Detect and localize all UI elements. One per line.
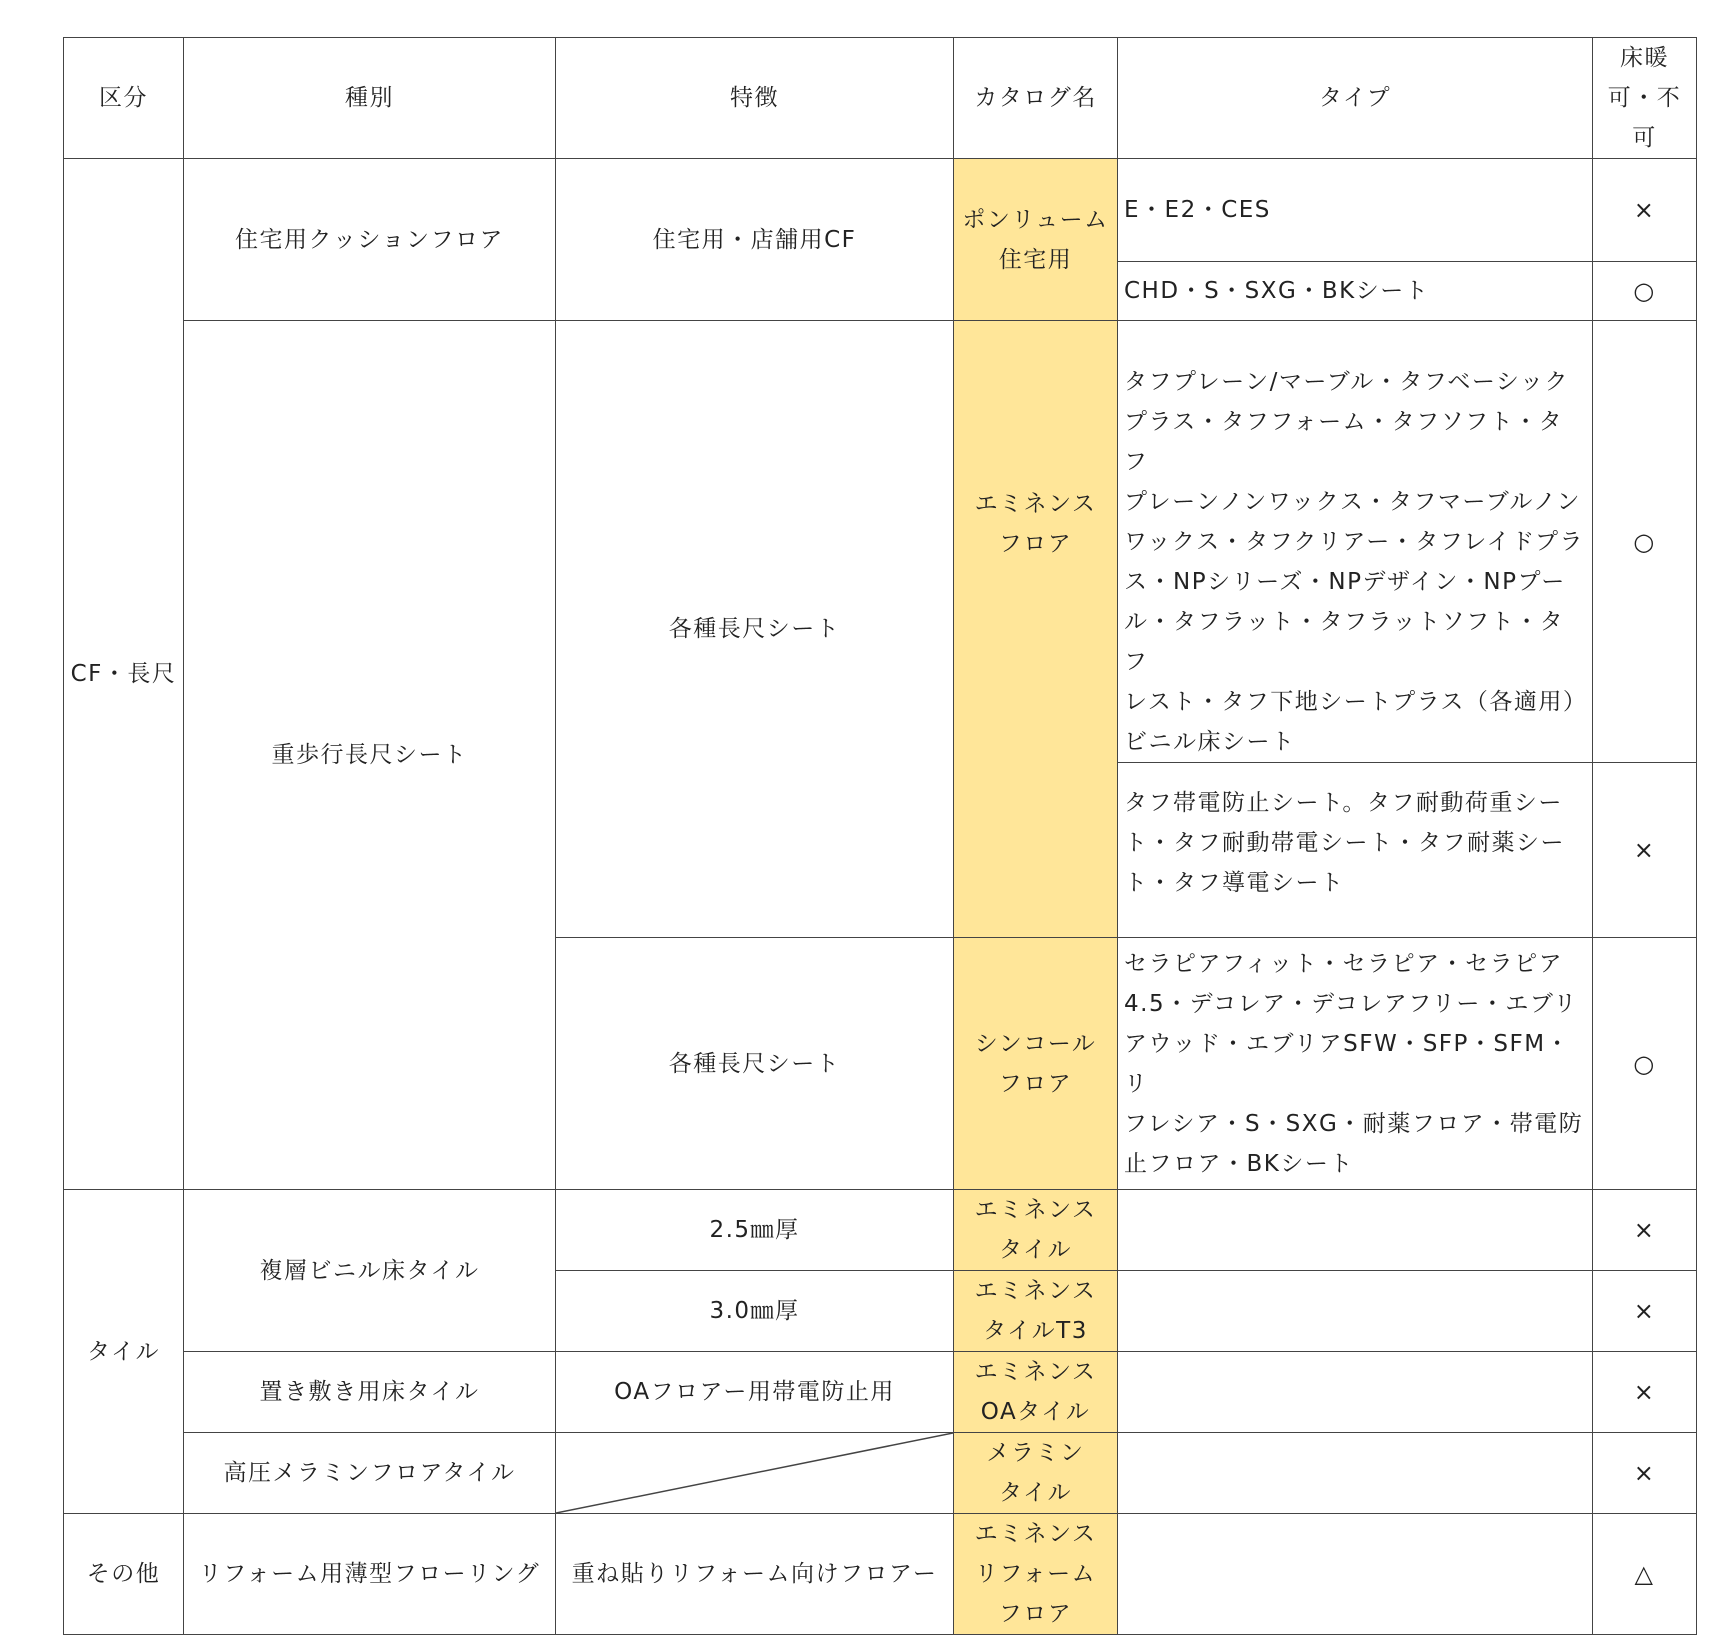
flooring-table [63,37,1697,1635]
table-row [64,1433,1697,1514]
type-line: タフ帯電防止シート。タフ耐動荷重シー [1124,790,1563,816]
shubetsu-cell: 重歩行長尺シート [184,321,556,1190]
type-cell [1118,1190,1593,1271]
yukadan-cell: △ [1593,1514,1697,1635]
header-type: タイプ [1118,38,1593,159]
header-yukadan-line1: 床暖 [1620,45,1669,71]
catalog-line: タイル [998,1237,1073,1263]
table-row [64,1190,1697,1271]
group-cf: CF・長尺 [64,159,184,1190]
type-cell: E・E2・CES [1118,159,1593,262]
tokucho-cell: 各種長尺シート [556,321,954,938]
diagonal-line [556,1433,953,1513]
tokucho-cell: 重ね貼りリフォーム向けフロアー [556,1514,954,1635]
type-line: ワックス・タフクリアー・タフレイドプラ [1124,529,1584,555]
shubetsu-cell: 複層ビニル床タイル [184,1190,556,1352]
table-row [64,159,1697,262]
tokucho-cell: 住宅用・店舗用CF [556,159,954,321]
type-line: プラス・タフフォーム・タフソフト・タフ [1124,409,1564,475]
type-line: レスト・タフ下地シートプラス（各適用） [1124,689,1588,715]
group-tile: タイル [64,1190,184,1514]
catalog-cell [954,938,1118,1190]
yukadan-cell: × [1593,1352,1697,1433]
tokucho-cell: 各種長尺シート [556,938,954,1190]
type-cell [1118,1433,1593,1514]
type-line: ト・タフ導電シート [1124,870,1345,896]
tokucho-cell-diagonal [556,1433,954,1514]
catalog-line: タイルT3 [983,1318,1088,1344]
catalog-cell [954,1514,1118,1635]
yukadan-cell: × [1593,1433,1697,1514]
type-cell [1118,763,1593,938]
type-cell [1118,321,1593,763]
table-row [64,1352,1697,1433]
header-shubetsu: 種別 [184,38,556,159]
table-row [64,321,1697,763]
catalog-line: シンコール [974,1030,1097,1057]
catalog-line: タイル [998,1480,1073,1506]
catalog-line: エミネンス [974,1197,1097,1223]
group-other: その他 [64,1514,184,1635]
catalog-line: フロア [998,1601,1073,1627]
catalog-line: エミネンス [974,491,1097,517]
header-tokucho: 特徴 [556,38,954,159]
type-line: セラピアフィット・セラピア・セラピア [1124,950,1564,977]
yukadan-cell: ○ [1593,938,1697,1190]
catalog-line: エミネンス [974,1521,1097,1547]
type-cell [1118,1352,1593,1433]
type-line: タフプレーン/マーブル・タフベーシック [1124,369,1569,395]
catalog-line: エミネンス [974,1278,1097,1304]
catalog-cell [954,1433,1118,1514]
catalog-cell [954,1190,1118,1271]
header-yukadan-line3: 可 [1632,125,1657,151]
shubetsu-cell: 住宅用クッションフロア [184,159,556,321]
type-cell [1118,1271,1593,1352]
type-line: フレシア・S・SXG・耐薬フロア・帯電防 [1124,1110,1584,1137]
type-line: 止フロア・BKシート [1124,1150,1354,1177]
yukadan-cell: ○ [1593,262,1697,321]
shubetsu-cell: リフォーム用薄型フローリング [184,1514,556,1635]
tokucho-cell: 2.5㎜厚 [556,1190,954,1271]
catalog-cell [954,321,1118,938]
header-kubun: 区分 [64,38,184,159]
catalog-line: エミネンス [974,1359,1097,1385]
header-row [64,38,1697,159]
type-line: ス・NPシリーズ・NPデザイン・NPプー [1124,569,1566,595]
type-line: 4.5・デコレア・デコレアフリー・エブリ [1124,990,1578,1017]
header-yukadan [1593,38,1697,159]
header-catalog: カタログ名 [954,38,1118,159]
shubetsu-cell: 置き敷き用床タイル [184,1352,556,1433]
table-row [64,1514,1697,1635]
yukadan-cell: × [1593,1190,1697,1271]
catalog-line: OAタイル [980,1399,1091,1425]
catalog-line: リフォーム [974,1561,1097,1587]
type-cell: CHD・S・SXG・BKシート [1118,262,1593,321]
yukadan-cell: × [1593,763,1697,938]
type-line: アウッド・エブリアSFW・SFP・SFM・リ [1124,1030,1571,1097]
catalog-cell [954,1271,1118,1352]
type-cell [1118,938,1593,1190]
yukadan-cell: × [1593,159,1697,262]
catalog-line: メラミン [986,1440,1085,1466]
catalog-cell [954,1352,1118,1433]
header-yukadan-line2: 可・不 [1607,85,1682,111]
type-cell [1118,1514,1593,1635]
diagonal-slash [556,1433,953,1513]
yukadan-cell: ○ [1593,321,1697,763]
catalog-cell [954,159,1118,321]
catalog-line: 住宅用 [998,246,1073,273]
catalog-line: ポンリューム [962,206,1109,233]
type-line: ト・タフ耐動帯電シート・タフ耐薬シー [1124,830,1565,856]
type-line: ル・タフラット・タフラットソフト・タフ [1124,609,1565,675]
type-line: ビニル床シート [1124,729,1296,755]
tokucho-cell: 3.0㎜厚 [556,1271,954,1352]
catalog-line: フロア [998,1070,1073,1097]
catalog-line: フロア [998,531,1073,557]
type-line: プレーンノンワックス・タフマーブルノン [1124,489,1581,515]
shubetsu-cell: 高圧メラミンフロアタイル [184,1433,556,1514]
tokucho-cell: OAフロアー用帯電防止用 [556,1352,954,1433]
yukadan-cell: × [1593,1271,1697,1352]
